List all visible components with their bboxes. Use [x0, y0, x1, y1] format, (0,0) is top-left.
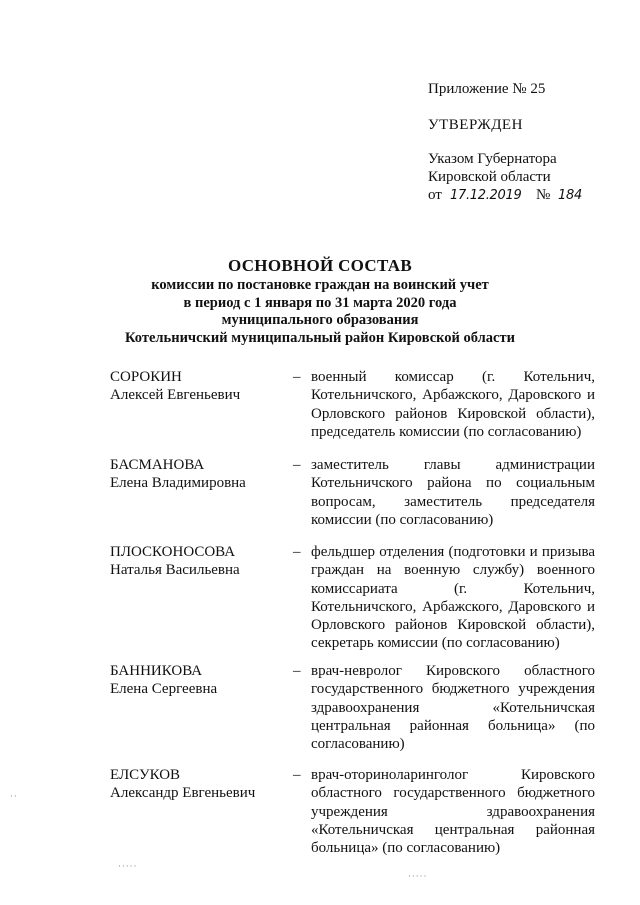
member-name: [110, 543, 280, 579]
decree-date-line: [428, 186, 628, 204]
document-title: [20, 255, 620, 347]
title-line-4: Котельничский муниципальный район Кировской области: [125, 329, 515, 346]
member-given-name: Алексей Евгеньевич: [110, 387, 241, 403]
member-role: фельдшер отделения (подготовки и призыва граждан на военную службу) военного комиссариата (г. Котельнич, Котельничского, Арбажского, Даровского и Орловского районов Кировской области), секретарь комиссии (по согласованию): [311, 544, 595, 652]
scan-artifact: ··: [10, 792, 18, 802]
title-main: ОСНОВНОЙ СОСТАВ: [227, 256, 412, 275]
scan-artifact: ·····: [118, 862, 138, 872]
member-name: [110, 368, 280, 404]
handwritten-number: 184: [558, 188, 582, 203]
member-given-name: Елена Владимировна: [110, 475, 246, 491]
member-surname: ПЛОСКОНОСОВА: [110, 544, 236, 560]
handwritten-date: 17.12.2019: [450, 188, 522, 203]
member-role: военный комиссар (г. Котельнич, Котельничского, Арбажского, Даровского и Орловского районов Кировской области), председатель комиссии (по согласованию): [311, 369, 595, 440]
member-role: заместитель главы администрации Котельничского района по социальным вопросам, заместитель председателя комиссии (по согласованию): [311, 457, 595, 528]
member-surname: ЕЛСУКОВ: [110, 767, 181, 783]
dash-separator: –: [293, 457, 301, 473]
decree-line-1: Указом Губернатора: [428, 151, 557, 167]
number-prefix: №: [536, 187, 551, 203]
dash-separator: –: [293, 369, 301, 385]
approved-label: УТВЕРЖДЕН: [428, 117, 523, 133]
dash-separator: –: [293, 663, 301, 679]
member-surname: БАСМАНОВА: [110, 457, 205, 473]
dash-separator: –: [293, 544, 301, 560]
title-line-3: муниципального образования: [221, 312, 419, 328]
member-name: [110, 456, 280, 492]
member-role: врач-невролог Кировского областного государственного бюджетного учреждения здравоохранения «Котельничская центральная районная больница» (по согласованию): [311, 663, 595, 753]
member-name: [110, 766, 280, 802]
member-role: врач-оториноларинголог Кировского областного государственного бюджетного учреждения здравоохранения «Котельничская центральная районная больница» (по согласованию): [311, 767, 595, 857]
title-line-2: в период с 1 января по 31 марта 2020 года: [183, 294, 457, 311]
scan-artifact: ·····: [408, 872, 428, 882]
decree-line-2: Кировской области: [428, 169, 551, 185]
member-given-name: Наталья Васильевна: [110, 562, 240, 578]
member-given-name: Елена Сергеевна: [110, 681, 218, 697]
appendix-number: Приложение № 25: [428, 81, 546, 97]
title-line-1: комиссии по постановке граждан на воинский учет: [151, 277, 489, 293]
member-surname: СОРОКИН: [110, 369, 182, 385]
date-prefix: от: [428, 187, 442, 203]
approval-block: [428, 80, 628, 204]
member-given-name: Александр Евгеньевич: [110, 785, 256, 801]
member-surname: БАННИКОВА: [110, 663, 203, 679]
dash-separator: –: [293, 767, 301, 783]
member-name: [110, 662, 280, 698]
